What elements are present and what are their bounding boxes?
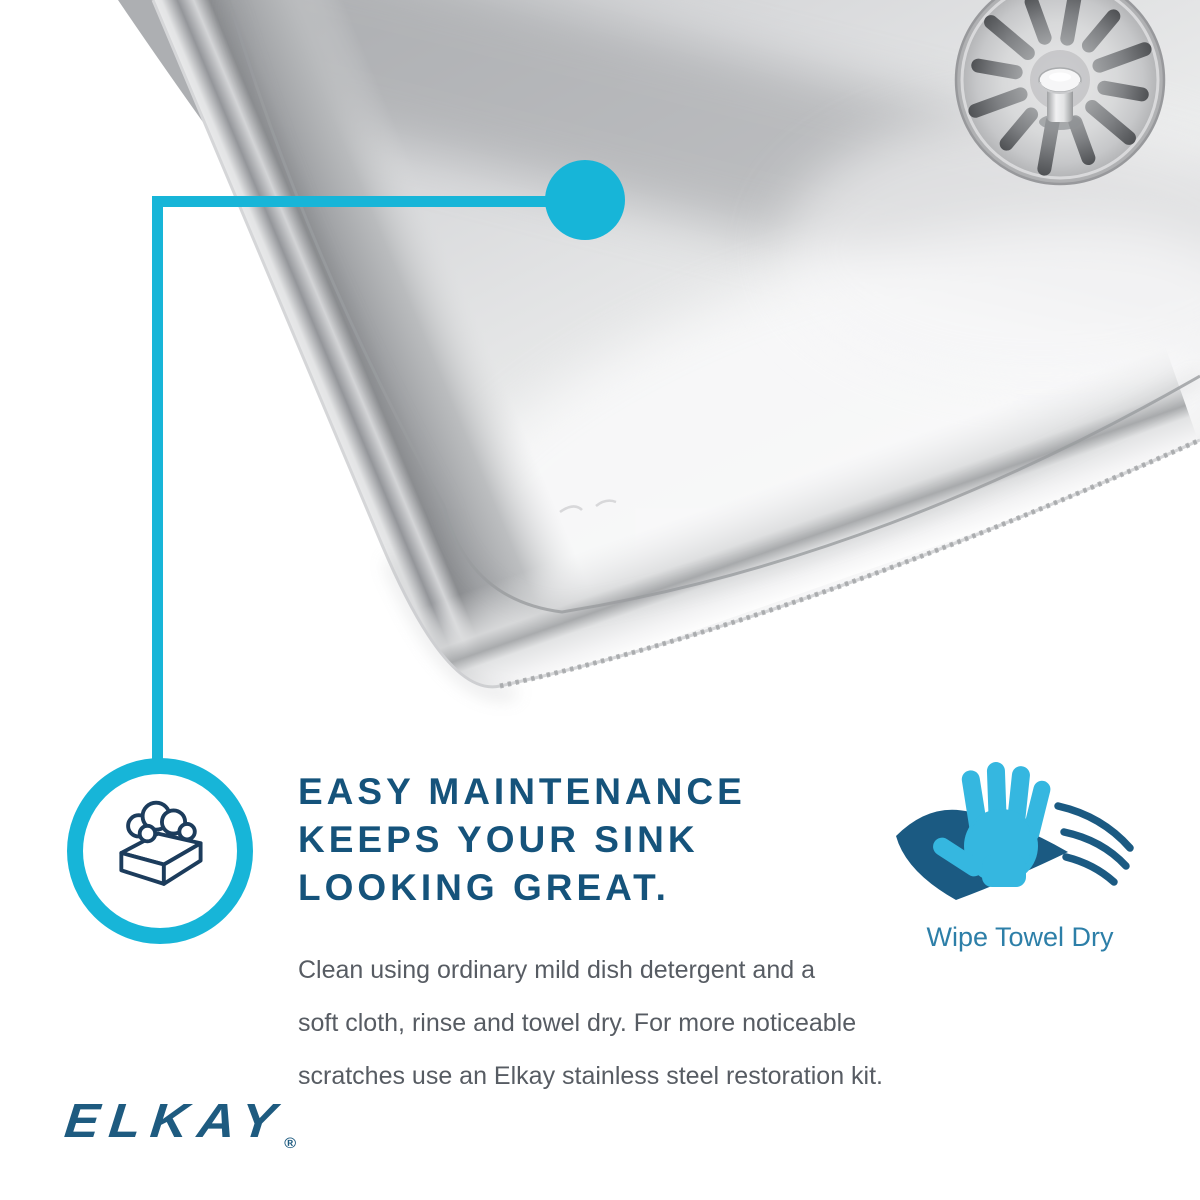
paragraph-line: Clean using ordinary mild dish detergent and a: [298, 956, 815, 984]
wipe-towel-dry-icon: [888, 760, 1152, 910]
elkay-logo-text: ELKAY: [62, 1095, 289, 1148]
headline-line: KEEPS YOUR SINK: [298, 819, 699, 860]
elkay-logo: [62, 1094, 301, 1152]
wipe-towel-dry-label: Wipe Towel Dry: [926, 922, 1114, 952]
motion-arcs: [1058, 806, 1130, 882]
paragraph-line: soft cloth, rinse and towel dry. For more noticeable: [298, 1009, 857, 1037]
callout-dot: [545, 160, 625, 240]
registered-mark: ®: [284, 1135, 297, 1152]
callout-connector-vertical: [152, 196, 163, 766]
description-paragraph: [298, 944, 883, 1103]
paragraph-line: scratches use an Elkay stainless steel restoration kit.: [298, 1062, 883, 1090]
headline-line: LOOKING GREAT.: [298, 867, 670, 908]
callout-connector-horizontal: [152, 196, 586, 207]
soap-icon: [102, 793, 218, 909]
soap-badge-circle: [67, 758, 253, 944]
headline: [298, 768, 746, 912]
headline-line: EASY MAINTENANCE: [298, 771, 746, 812]
